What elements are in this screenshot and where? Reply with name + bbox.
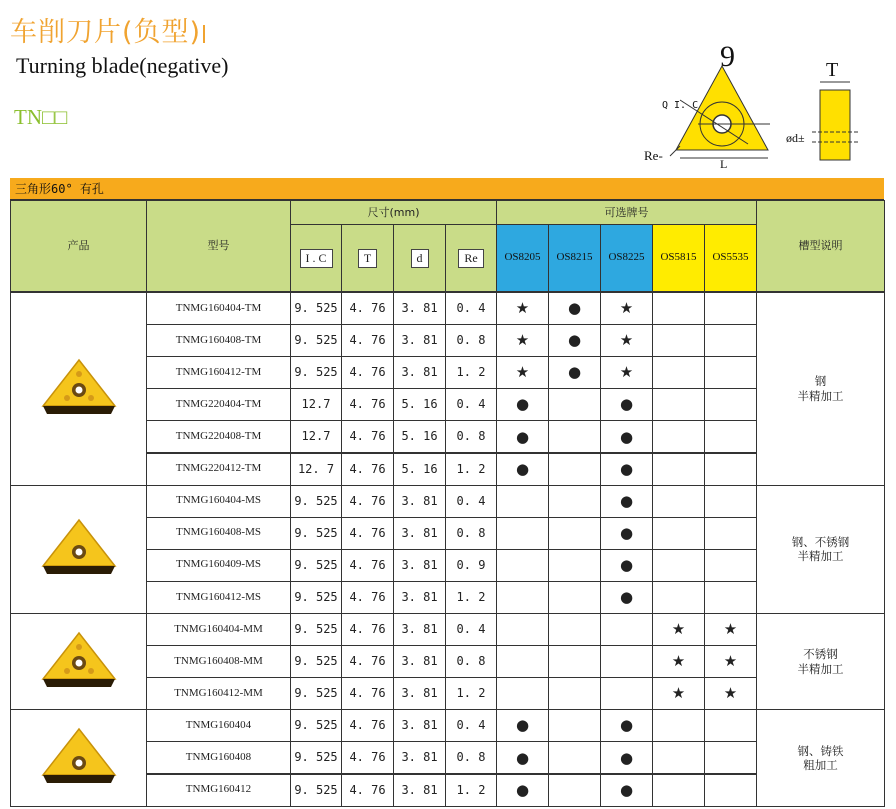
model-cell: TNMG220408-TM bbox=[146, 420, 291, 453]
model-cell: TNMG160404-MS bbox=[146, 485, 291, 518]
grade-mark-cell: ★ bbox=[704, 677, 757, 710]
grade-mark-cell bbox=[548, 388, 601, 421]
dim-cell: 9. 525 bbox=[290, 356, 342, 389]
diagram-label-d: ød± bbox=[786, 131, 805, 145]
grade-mark-cell: ● bbox=[600, 581, 653, 614]
model-cell: TNMG220412-TM bbox=[146, 453, 291, 486]
grade-mark-cell bbox=[704, 709, 757, 742]
grade-mark-cell: ★ bbox=[704, 645, 757, 678]
header-product: 产品 bbox=[10, 200, 147, 292]
dim-cell: 3. 81 bbox=[393, 613, 446, 646]
grade-mark-cell bbox=[496, 581, 549, 614]
grade-mark-cell bbox=[548, 774, 601, 807]
header-grade-OS8225: OS8225 bbox=[600, 224, 653, 292]
grade-mark-cell: ★ bbox=[496, 292, 549, 325]
header-dim-3 bbox=[445, 224, 497, 292]
grade-mark-cell bbox=[600, 677, 653, 710]
grade-mark-cell: ★ bbox=[600, 292, 653, 325]
product-image-cell bbox=[10, 292, 147, 486]
header-dim-0 bbox=[290, 224, 342, 292]
header-dim-1 bbox=[341, 224, 394, 292]
dim-label: d bbox=[411, 249, 429, 268]
grade-mark-cell bbox=[496, 677, 549, 710]
grade-mark-cell bbox=[704, 292, 757, 325]
model-cell: TNMG160408-MS bbox=[146, 517, 291, 550]
dim-cell: 9. 525 bbox=[290, 741, 342, 774]
header-dim-2 bbox=[393, 224, 446, 292]
grade-mark-cell bbox=[652, 485, 705, 518]
groove-description: 钢、不锈钢 半精加工 bbox=[756, 485, 885, 614]
grade-mark-cell: ● bbox=[496, 741, 549, 774]
grade-mark-cell bbox=[704, 517, 757, 550]
grade-mark-cell bbox=[704, 741, 757, 774]
grade-mark-cell bbox=[496, 645, 549, 678]
dim-cell: 4. 76 bbox=[341, 549, 394, 582]
grade-mark-cell bbox=[600, 613, 653, 646]
grade-mark-cell bbox=[704, 549, 757, 582]
grade-mark-cell: ★ bbox=[652, 677, 705, 710]
groove-description: 钢 半精加工 bbox=[756, 292, 885, 486]
grade-mark-cell bbox=[548, 581, 601, 614]
dim-cell: 0. 4 bbox=[445, 388, 497, 421]
dim-cell: 0. 8 bbox=[445, 324, 497, 357]
dim-cell: 0. 4 bbox=[445, 485, 497, 518]
product-image-cell bbox=[10, 485, 147, 614]
dim-cell: 4. 76 bbox=[341, 485, 394, 518]
model-cell: TNMG160409-MS bbox=[146, 549, 291, 582]
dim-cell: 0. 8 bbox=[445, 645, 497, 678]
dim-cell: 0. 8 bbox=[445, 420, 497, 453]
grade-mark-cell bbox=[652, 420, 705, 453]
grade-mark-cell: ● bbox=[600, 485, 653, 518]
grade-mark-cell: ● bbox=[496, 709, 549, 742]
grade-mark-cell bbox=[548, 453, 601, 486]
grade-mark-cell: ★ bbox=[496, 324, 549, 357]
header-grade-OS5535: OS5535 bbox=[704, 224, 757, 292]
dim-cell: 12.7 bbox=[290, 388, 342, 421]
dim-cell: 5. 16 bbox=[393, 388, 446, 421]
model-cell: TNMG160408 bbox=[146, 741, 291, 774]
grade-mark-cell: ★ bbox=[496, 356, 549, 389]
dim-cell: 3. 81 bbox=[393, 677, 446, 710]
page-title-cn: 车削刀片(负型) bbox=[10, 10, 205, 49]
product-code: TN□□ bbox=[14, 105, 68, 129]
dim-cell: 3. 81 bbox=[393, 485, 446, 518]
grade-mark-cell: ● bbox=[496, 774, 549, 807]
dim-cell: 3. 81 bbox=[393, 709, 446, 742]
grade-mark-cell bbox=[704, 581, 757, 614]
grade-mark-cell bbox=[652, 517, 705, 550]
grade-mark-cell: ★ bbox=[704, 613, 757, 646]
model-cell: TNMG160412-TM bbox=[146, 356, 291, 389]
grade-mark-cell: ● bbox=[496, 420, 549, 453]
product-image-cell bbox=[10, 709, 147, 806]
grade-mark-cell bbox=[704, 356, 757, 389]
grade-mark-cell bbox=[704, 485, 757, 518]
model-cell: TNMG160404-MM bbox=[146, 613, 291, 646]
diagram-label-9: 9 bbox=[720, 40, 735, 73]
dim-cell: 4. 76 bbox=[341, 774, 394, 807]
dim-cell: 9. 525 bbox=[290, 517, 342, 550]
grade-mark-cell bbox=[652, 388, 705, 421]
grade-mark-cell: ★ bbox=[600, 356, 653, 389]
dim-cell: 4. 76 bbox=[341, 388, 394, 421]
dim-cell: 9. 525 bbox=[290, 581, 342, 614]
insert-ms-icon bbox=[39, 516, 119, 582]
dim-cell: 1. 2 bbox=[445, 581, 497, 614]
diagram-label-ic: Q I. C bbox=[662, 100, 699, 111]
grade-mark-cell bbox=[496, 613, 549, 646]
dim-cell: 1. 2 bbox=[445, 356, 497, 389]
dim-cell: 0. 8 bbox=[445, 517, 497, 550]
dim-cell: 3. 81 bbox=[393, 292, 446, 325]
header-grades: 可选牌号 bbox=[496, 200, 757, 225]
grade-mark-cell bbox=[652, 292, 705, 325]
dim-cell: 9. 525 bbox=[290, 485, 342, 518]
groove-description: 不锈钢 半精加工 bbox=[756, 613, 885, 710]
dim-cell: 0. 9 bbox=[445, 549, 497, 582]
dim-cell: 1. 2 bbox=[445, 453, 497, 486]
dim-cell: 4. 76 bbox=[341, 517, 394, 550]
dim-cell: 0. 4 bbox=[445, 613, 497, 646]
grade-mark-cell bbox=[652, 741, 705, 774]
dim-cell: 3. 81 bbox=[393, 324, 446, 357]
grade-mark-cell bbox=[600, 645, 653, 678]
diagram-label-re: Re- bbox=[644, 148, 663, 163]
grade-mark-cell bbox=[548, 549, 601, 582]
grade-mark-cell bbox=[704, 453, 757, 486]
dim-cell: 9. 525 bbox=[290, 774, 342, 807]
model-cell: TNMG160412 bbox=[146, 774, 291, 807]
dim-cell: 4. 76 bbox=[341, 677, 394, 710]
dim-cell: 9. 525 bbox=[290, 645, 342, 678]
diagram-label-l: L bbox=[720, 157, 728, 171]
product-image-cell bbox=[10, 613, 147, 710]
grade-mark-cell bbox=[548, 677, 601, 710]
insert-tm-icon bbox=[39, 356, 119, 422]
diagram-label-t: T bbox=[826, 59, 839, 81]
model-cell: TNMG160412-MS bbox=[146, 581, 291, 614]
dim-cell: 9. 525 bbox=[290, 709, 342, 742]
grade-mark-cell: ● bbox=[496, 453, 549, 486]
grade-mark-cell bbox=[548, 741, 601, 774]
dim-cell: 4. 76 bbox=[341, 741, 394, 774]
dim-cell: 0. 4 bbox=[445, 709, 497, 742]
groove-description: 钢、铸铁 粗加工 bbox=[756, 709, 885, 806]
dim-cell: 3. 81 bbox=[393, 741, 446, 774]
dim-cell: 4. 76 bbox=[341, 453, 394, 486]
insert-plain-icon bbox=[39, 725, 119, 791]
grade-mark-cell bbox=[704, 324, 757, 357]
grade-mark-cell bbox=[704, 774, 757, 807]
dim-cell: 12.7 bbox=[290, 420, 342, 453]
model-cell: TNMG160404 bbox=[146, 709, 291, 742]
grade-mark-cell: ● bbox=[600, 774, 653, 807]
header-grade-OS8215: OS8215 bbox=[548, 224, 601, 292]
dim-cell: 3. 81 bbox=[393, 774, 446, 807]
dim-cell: 5. 16 bbox=[393, 420, 446, 453]
dim-cell: 4. 76 bbox=[341, 356, 394, 389]
dim-cell: 9. 525 bbox=[290, 292, 342, 325]
grade-mark-cell bbox=[548, 613, 601, 646]
dim-cell: 9. 525 bbox=[290, 613, 342, 646]
grade-mark-cell: ● bbox=[548, 292, 601, 325]
dim-cell: 9. 525 bbox=[290, 677, 342, 710]
dim-cell: 3. 81 bbox=[393, 356, 446, 389]
insert-mm-icon bbox=[39, 629, 119, 695]
dim-label: Re bbox=[458, 249, 483, 268]
grade-mark-cell: ★ bbox=[600, 324, 653, 357]
section-bar bbox=[10, 178, 884, 200]
grade-mark-cell bbox=[548, 517, 601, 550]
grade-mark-cell bbox=[548, 420, 601, 453]
header-groove: 槽型说明 bbox=[756, 200, 885, 292]
grade-mark-cell: ● bbox=[600, 709, 653, 742]
dim-cell: 5. 16 bbox=[393, 453, 446, 486]
dim-cell: 4. 76 bbox=[341, 645, 394, 678]
insert-dimension-diagram bbox=[640, 36, 880, 176]
section-title: 三角形60° 有孔 bbox=[15, 182, 104, 196]
grade-mark-cell: ● bbox=[496, 388, 549, 421]
grade-mark-cell: ★ bbox=[652, 645, 705, 678]
dim-cell: 4. 76 bbox=[341, 581, 394, 614]
grade-mark-cell bbox=[496, 485, 549, 518]
dim-cell: 4. 76 bbox=[341, 709, 394, 742]
dim-cell: 3. 81 bbox=[393, 549, 446, 582]
dim-label: I . C bbox=[300, 249, 333, 268]
header-dimensions: 尺寸(mm) bbox=[290, 200, 497, 225]
grade-mark-cell: ● bbox=[600, 741, 653, 774]
dim-label: T bbox=[358, 249, 377, 268]
grade-mark-cell bbox=[704, 420, 757, 453]
header-grade-OS8205: OS8205 bbox=[496, 224, 549, 292]
grade-mark-cell bbox=[652, 324, 705, 357]
grade-mark-cell bbox=[652, 774, 705, 807]
dim-cell: 1. 2 bbox=[445, 774, 497, 807]
grade-mark-cell bbox=[548, 709, 601, 742]
grade-mark-cell: ● bbox=[600, 420, 653, 453]
dim-cell: 4. 76 bbox=[341, 420, 394, 453]
grade-mark-cell bbox=[652, 453, 705, 486]
dim-cell: 3. 81 bbox=[393, 517, 446, 550]
grade-mark-cell bbox=[652, 356, 705, 389]
grade-mark-cell: ● bbox=[548, 324, 601, 357]
model-cell: TNMG160404-TM bbox=[146, 292, 291, 325]
header-model: 型号 bbox=[146, 200, 291, 292]
dim-cell: 4. 76 bbox=[341, 292, 394, 325]
grade-mark-cell bbox=[548, 485, 601, 518]
grade-mark-cell: ● bbox=[600, 517, 653, 550]
model-cell: TNMG160408-TM bbox=[146, 324, 291, 357]
dim-cell: 4. 76 bbox=[341, 613, 394, 646]
grade-mark-cell bbox=[496, 549, 549, 582]
grade-mark-cell bbox=[704, 388, 757, 421]
dim-cell: 0. 8 bbox=[445, 741, 497, 774]
dim-cell: 12. 7 bbox=[290, 453, 342, 486]
header-grade-OS5815: OS5815 bbox=[652, 224, 705, 292]
dim-cell: 0. 4 bbox=[445, 292, 497, 325]
grade-mark-cell: ● bbox=[600, 549, 653, 582]
model-cell: TNMG160412-MM bbox=[146, 677, 291, 710]
grade-mark-cell bbox=[652, 549, 705, 582]
dim-cell: 9. 525 bbox=[290, 549, 342, 582]
dim-cell: 9. 525 bbox=[290, 324, 342, 357]
page-title-en: Turning blade(negative) bbox=[16, 53, 229, 78]
grade-mark-cell: ● bbox=[600, 453, 653, 486]
grade-mark-cell bbox=[548, 645, 601, 678]
dim-cell: 4. 76 bbox=[341, 324, 394, 357]
model-cell: TNMG220404-TM bbox=[146, 388, 291, 421]
grade-mark-cell bbox=[652, 581, 705, 614]
grade-mark-cell bbox=[496, 517, 549, 550]
grade-mark-cell: ● bbox=[548, 356, 601, 389]
dim-cell: 3. 81 bbox=[393, 645, 446, 678]
dim-cell: 1. 2 bbox=[445, 677, 497, 710]
grade-mark-cell bbox=[652, 709, 705, 742]
dim-cell: 3. 81 bbox=[393, 581, 446, 614]
grade-mark-cell: ● bbox=[600, 388, 653, 421]
grade-mark-cell: ★ bbox=[652, 613, 705, 646]
model-cell: TNMG160408-MM bbox=[146, 645, 291, 678]
